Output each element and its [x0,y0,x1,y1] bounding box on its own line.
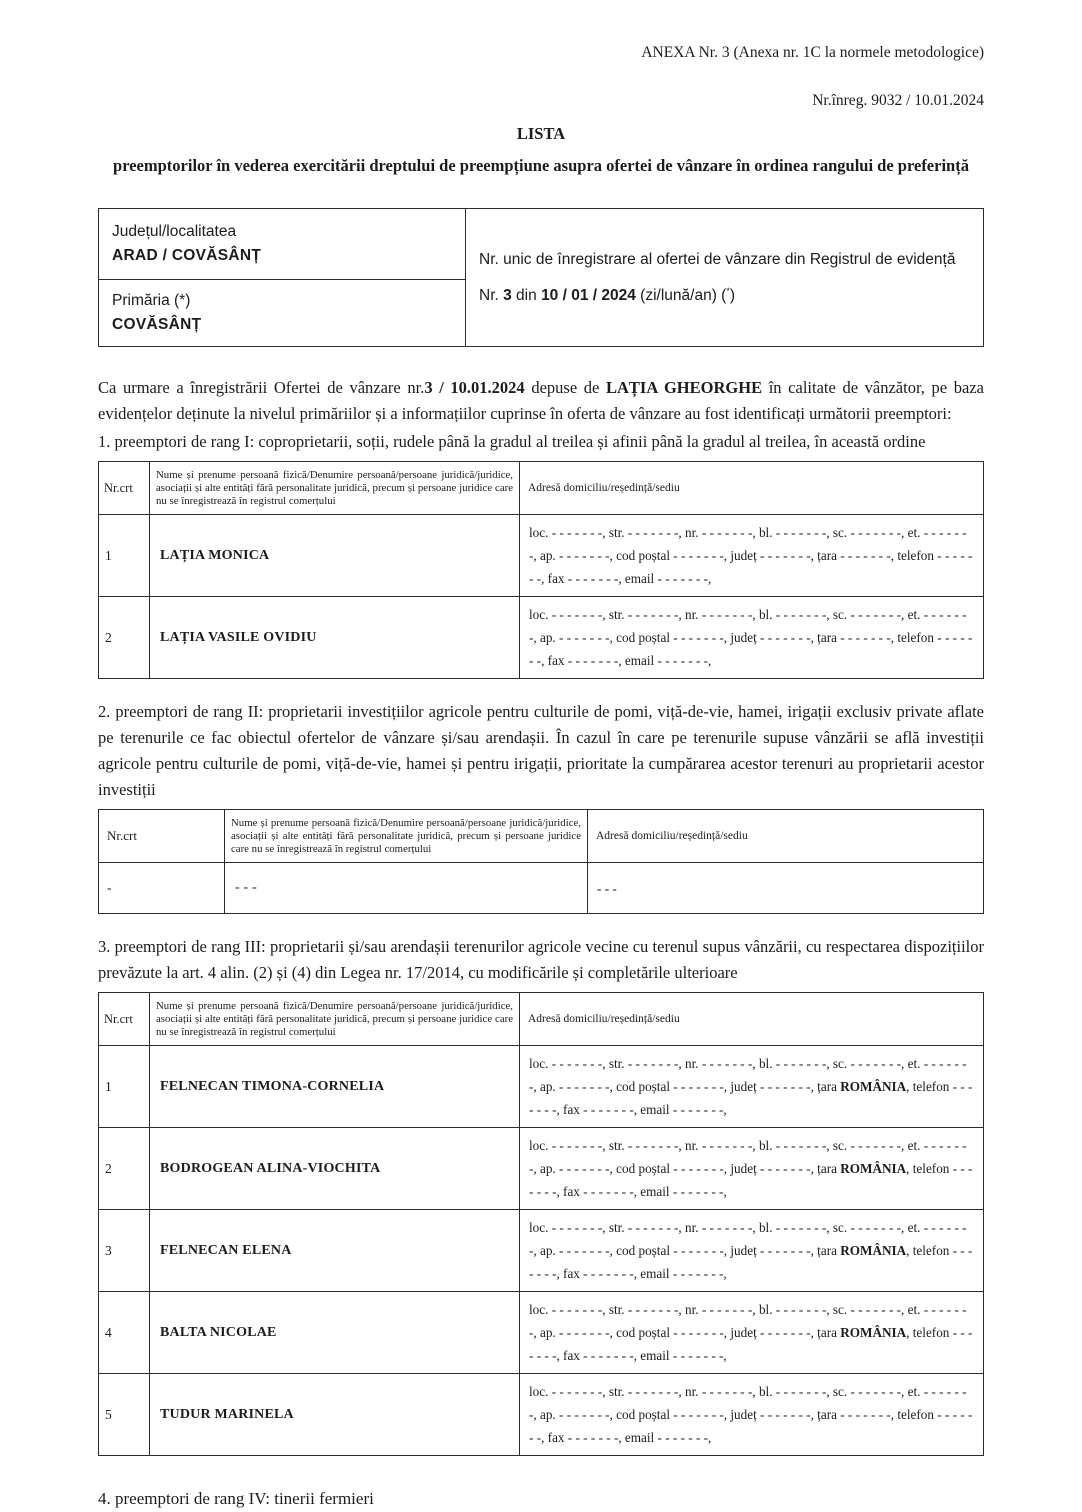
preemptor-address: loc. - - - - - - -, str. - - - - - - -, nr. - - - - - - -, bl. - - - - - - -, sc. - - - - - - -, et. - - - - - - -, ap. - - - - - - -, cod poștal - - - - - - -, județ - - - - - - -, țara ROMÂNIA, telefon - - - - - - -, fax - - - - - - -, email - - - - - - -, [520,1292,984,1374]
county-value: ARAD / COVĂSÂNȚ [112,247,262,264]
county-cell [99,209,466,280]
preemptor-name: BODROGEAN ALINA-VIOCHITA [150,1128,520,1210]
section-3-heading: 3. preemptori de rang III: proprietarii și/sau arendașii terenurilor agricole vecine cu terenul supus vânzării, cu respectarea dispozițiilor prevăzute la art. 4 alin. (2) și (4) din Legea nr. 17/2014, cu modificările și completările ulterioare [98,937,984,982]
table-row [99,1128,984,1210]
section-2-heading: 2. preemptori de rang II: proprietarii investițiilor agricole pentru culturile de pomi, viță-de-vie, hamei, irigații exclusiv private aflate pe terenurile ce fac obiectul ofertelor de vânzare și/sau arendașii. În cazul în care pe terenurile supuse vânzării se află investiții agricole pentru culturile de pomi, viță-de-vie, hamei și pentru irigații, prioritate la cumpărarea acestor terenuri au proprietarii acestor investiții [98,702,984,799]
preemptor-name: LAȚIA VASILE OVIDIU [150,597,520,679]
anexa-reference: ANEXA Nr. 3 (Anexa nr. 1C la normele metodologice) [641,44,984,61]
row-number: - [99,863,225,914]
header-name: Nume și prenume persoană fizică/Denumire persoană/persoane juridică/juridice, asociații și alte entități fără personalitate juridică, precum și persoane juridice care nu se înregistrează în registrul comerțului [150,993,520,1046]
intro-paragraph: Ca urmare a înregistrării Ofertei de vânzare nr.3 / 10.01.2024 depuse de LAȚIA GHEORGHE în calitate de vânzător, pe baza evidențelor deținute la nivelul primăriilor și a informațiilor cuprinse în oferta de vânzare au fost identificați următorii preemptori: [98,378,984,423]
table-header-row [99,462,984,515]
preemptor-address: loc. - - - - - - -, str. - - - - - - -, nr. - - - - - - -, bl. - - - - - - -, sc. - - - - - - -, et. - - - - - - -, ap. - - - - - - -, cod poștal - - - - - - -, județ - - - - - - -, țara ROMÂNIA, telefon - - - - - - -, fax - - - - - - -, email - - - - - - -, [520,1210,984,1292]
primaria-cell [99,280,466,347]
unique-reg-text: Nr. unic de înregistrare al ofertei de vânzare din Registrul de evidență [479,250,956,268]
row-number: 5 [99,1374,150,1456]
preemptor-address: - - - [588,863,984,914]
table-row [99,1292,984,1374]
header-nr-crt: Nr.crt [99,810,225,863]
table-row [99,515,984,597]
table-row [99,1046,984,1128]
primaria-label: Primăria (*) [112,292,191,309]
preemptor-name: BALTA NICOLAE [150,1292,520,1374]
table-row [99,1374,984,1456]
document-subtitle: preemptorilor în vederea exercitării dreptului de preempțiune asupra ofertei de vânzare în ordinea rangului de preferință [113,156,969,175]
unique-reg-number: Nr. 3 din 10 / 01 / 2024 (zi/lună/an) (*) [479,285,736,305]
table-row [99,863,984,914]
preemptor-address: loc. - - - - - - -, str. - - - - - - -, nr. - - - - - - -, bl. - - - - - - -, sc. - - - - - - -, et. - - - - - - -, ap. - - - - - - -, cod poștal - - - - - - -, județ - - - - - - -, țara - - - - - - -, telefon - - - - - - -, fax - - - - - - -, email - - - - - - -, [520,515,984,597]
table-row [99,209,984,280]
row-number: 1 [99,1046,150,1128]
preemptor-name: TUDUR MARINELA [150,1374,520,1456]
section-1-heading: 1. preemptori de rang I: coproprietarii, soții, rudele până la gradul al treilea și afinii până la gradul al treilea, în această ordine [98,432,926,451]
row-number: 4 [99,1292,150,1374]
preemptor-address: loc. - - - - - - -, str. - - - - - - -, nr. - - - - - - -, bl. - - - - - - -, sc. - - - - - - -, et. - - - - - - -, ap. - - - - - - -, cod poștal - - - - - - -, județ - - - - - - -, țara - - - - - - -, telefon - - - - - - -, fax - - - - - - -, email - - - - - - -, [520,1374,984,1456]
preemptor-address: loc. - - - - - - -, str. - - - - - - -, nr. - - - - - - -, bl. - - - - - - -, sc. - - - - - - -, et. - - - - - - -, ap. - - - - - - -, cod poștal - - - - - - -, județ - - - - - - -, țara ROMÂNIA, telefon - - - - - - -, fax - - - - - - -, email - - - - - - -, [520,1128,984,1210]
row-number: 2 [99,597,150,679]
preemptor-address: loc. - - - - - - -, str. - - - - - - -, nr. - - - - - - -, bl. - - - - - - -, sc. - - - - - - -, et. - - - - - - -, ap. - - - - - - -, cod poștal - - - - - - -, județ - - - - - - -, țara ROMÂNIA, telefon - - - - - - -, fax - - - - - - -, email - - - - - - -, [520,1046,984,1128]
rank1-preemptors-table [98,461,984,679]
unique-registration-cell [466,209,984,347]
rank2-preemptors-table [98,809,984,914]
header-address: Adresă domiciliu/reședință/sediu [588,810,984,863]
page-title: LISTA [516,124,566,143]
table-row [99,1210,984,1292]
table-header-row [99,810,984,863]
header-name: Nume și prenume persoană fizică/Denumire persoană/persoane juridică/juridice, asociații și alte entități fără personalitate juridică, precum și persoane juridice care nu se înregistrează în registrul comerțului [225,810,588,863]
rank3-preemptors-table [98,992,984,1456]
preemptor-name: FELNECAN TIMONA-CORNELIA [150,1046,520,1128]
header-nr-crt: Nr.crt [99,993,150,1046]
table-row [99,597,984,679]
header-address: Adresă domiciliu/reședință/sediu [520,462,984,515]
county-label: Județul/localitatea [112,223,237,240]
preemptor-name: LAȚIA MONICA [150,515,520,597]
header-address: Adresă domiciliu/reședință/sediu [520,993,984,1046]
row-number: 3 [99,1210,150,1292]
row-number: 1 [99,515,150,597]
preemptor-name: FELNECAN ELENA [150,1210,520,1292]
preemptor-name: - - - [225,863,588,914]
table-header-row [99,993,984,1046]
registration-info-table [98,208,984,347]
row-number: 2 [99,1128,150,1210]
registration-number-line: Nr.înreg. 9032 / 10.01.2024 [812,92,984,109]
preemptor-address: loc. - - - - - - -, str. - - - - - - -, nr. - - - - - - -, bl. - - - - - - -, sc. - - - - - - -, et. - - - - - - -, ap. - - - - - - -, cod poștal - - - - - - -, județ - - - - - - -, țara - - - - - - -, telefon - - - - - - -, fax - - - - - - -, email - - - - - - -, [520,597,984,679]
header-nr-crt: Nr.crt [99,462,150,515]
section-4-heading: 4. preemptori de rang IV: tinerii fermieri [98,1489,374,1508]
header-name: Nume și prenume persoană fizică/Denumire persoană/persoane juridică/juridice, asociații și alte entități fără personalitate juridică, precum și persoane juridice care nu se înregistrează în registrul comerțului [150,462,520,515]
primaria-value: COVĂSÂNȚ [112,316,202,333]
